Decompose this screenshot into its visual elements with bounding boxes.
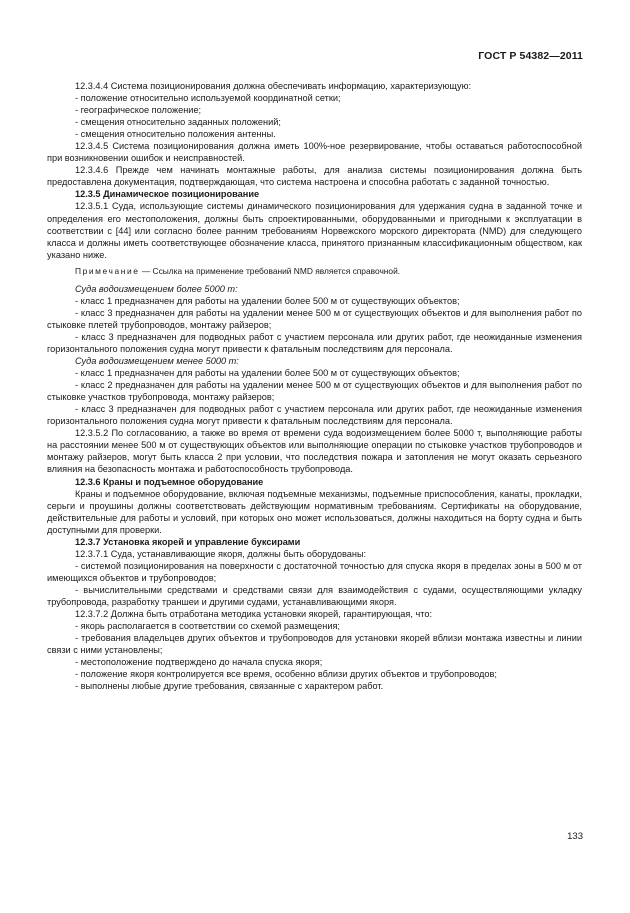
section-heading: 12.3.7 Установка якорей и управление буксирами [75,536,301,547]
paragraph: - якорь располагается в соответствии со схемой размещения; [75,621,340,632]
subheading: Суда водоизмещением менее 5000 т: [75,356,239,367]
note [47,265,582,277]
paragraph: 12.3.4.4 Система позиционирования должна обеспечивать информацию, характеризующую: [75,81,472,91]
document-body [47,80,582,692]
paragraph: 12.3.7.2 Должна быть отработана методика установки якорей, гарантирующая, что: [75,609,433,620]
paragraph: - положение относительно используемой координатной сетки; [75,93,341,104]
section-heading: 12.3.5 Динамическое позиционирование [75,189,260,200]
note-label: Примечание [75,265,140,276]
section-heading: 12.3.6 Краны и подъемное оборудование [75,476,264,487]
page-number: 133 [567,831,583,842]
paragraph: - класс 3 предназначен для подводных работ с участием персонала или других работ, где неожиданные изменения горизонтального положения судна могут привести к фатальным последствиям для персонала. [47,331,582,354]
paragraph: 12.3.4.6 Прежде чем начинать монтажные работы, для анализа системы позиционирования должна быть предоставлена документация, подтверждающая, что система настроена и способна работать с заданной точностью. [47,165,582,188]
paragraph: - вычислительными средствами и средствами связи для взаимодействия с судами, осуществляющими укладку трубопровода, разработку траншеи и другими судами, устанавливающими якоря. [47,584,582,607]
note-text: — Ссылка на применение требований NMD является справочной. [141,265,401,276]
subheading: Суда водоизмещением более 5000 т: [75,283,238,294]
paragraph: - требования владельцев других объектов и трубопроводов для установки якорей вблизи монтажа известны и линии связи с ними установлены; [47,633,582,656]
standard-header: ГОСТ Р 54382—2011 [478,50,583,62]
paragraph: - смещения относительно положения антенны. [75,129,276,140]
paragraph: - положение якоря контролируется все время, особенно вблизи других объектов и трубопроводов; [75,669,497,680]
paragraph: - класс 1 предназначен для работы на удалении более 500 м от существующих объектов; [75,295,460,306]
paragraph: - географическое положение; [75,105,202,116]
paragraph: 12.3.4.5 Система позиционирования должна иметь 100%-ное резервирование, чтобы оставаться работоспособной при возникновении ошибок и неисправностей. [47,141,582,164]
paragraph: - местоположение подтверждено до начала спуска якоря; [75,657,323,668]
paragraph: - класс 3 предназначен для работы на удалении менее 500 м от существующих объектов и для выполнения работ по стыковке плетей трубопроводов, монтажу райзеров; [47,307,582,330]
paragraph: 12.3.7.1 Суда, устанавливающие якоря, должны быть оборудованы: [75,548,367,559]
paragraph: 12.3.5.2 По согласованию, а также во время от времени суда водоизмещением более 5000 т, выполняющие работы на расстоянии менее 500 м от существующих объектов или выполняющие операции по стыковке участков трубопроводов и монтажу райзеров, могут быть класса 2 при условии, что последствия пожара и затопления не могут оказать серьезного влияния на безопасность монтажа и работоспособность трубопровода. [47,428,582,475]
paragraph: - класс 1 предназначен для работы на удалении более 500 м от существующих объектов; [75,368,460,379]
paragraph: - класс 3 предназначен для подводных работ с участием персонала или других работ, где неожиданные изменения горизонтального положения судна могут привести к фатальным последствиям для персонала. [47,404,582,427]
paragraph: Краны и подъемное оборудование, включая подъемные механизмы, подъемные приспособления, канаты, прокладки, серьги и проушины должны соответствовать действующим нормативным требованиям. Сертификаты на оборудование, действительные для работы и условий, при которых оно может использоваться, должны находиться на борту судна и быть доступными для проверки. [47,488,582,535]
paragraph: - смещения относительно заданных положений; [75,117,281,128]
paragraph: - системой позиционирования на поверхности с достаточной точностью для спуска якоря в пределах зоны в 500 м от имеющихся объектов и трубопроводов; [47,560,582,583]
paragraph: 12.3.5.1 Суда, использующие системы динамического позиционирования для удержания судна в заданной точке и определения его местоположения, должны быть спроектированными, оборудованными и пригодными к эксплуатации в соответствии с [44] или согласно более ранним требованиям Норвежского морского директората (NMD) для следующего класса и должны иметь соответствующее обозначение класса, принятого признанным классификационным обществом, как указано ниже. [47,201,582,260]
paragraph: - класс 2 предназначен для работы на удалении менее 500 м от существующих объектов и для выполнения работ по стыковке участков трубопровода, монтажу райзеров; [47,380,582,403]
paragraph: - выполнены любые другие требования, связанные с характером работ. [75,681,384,692]
